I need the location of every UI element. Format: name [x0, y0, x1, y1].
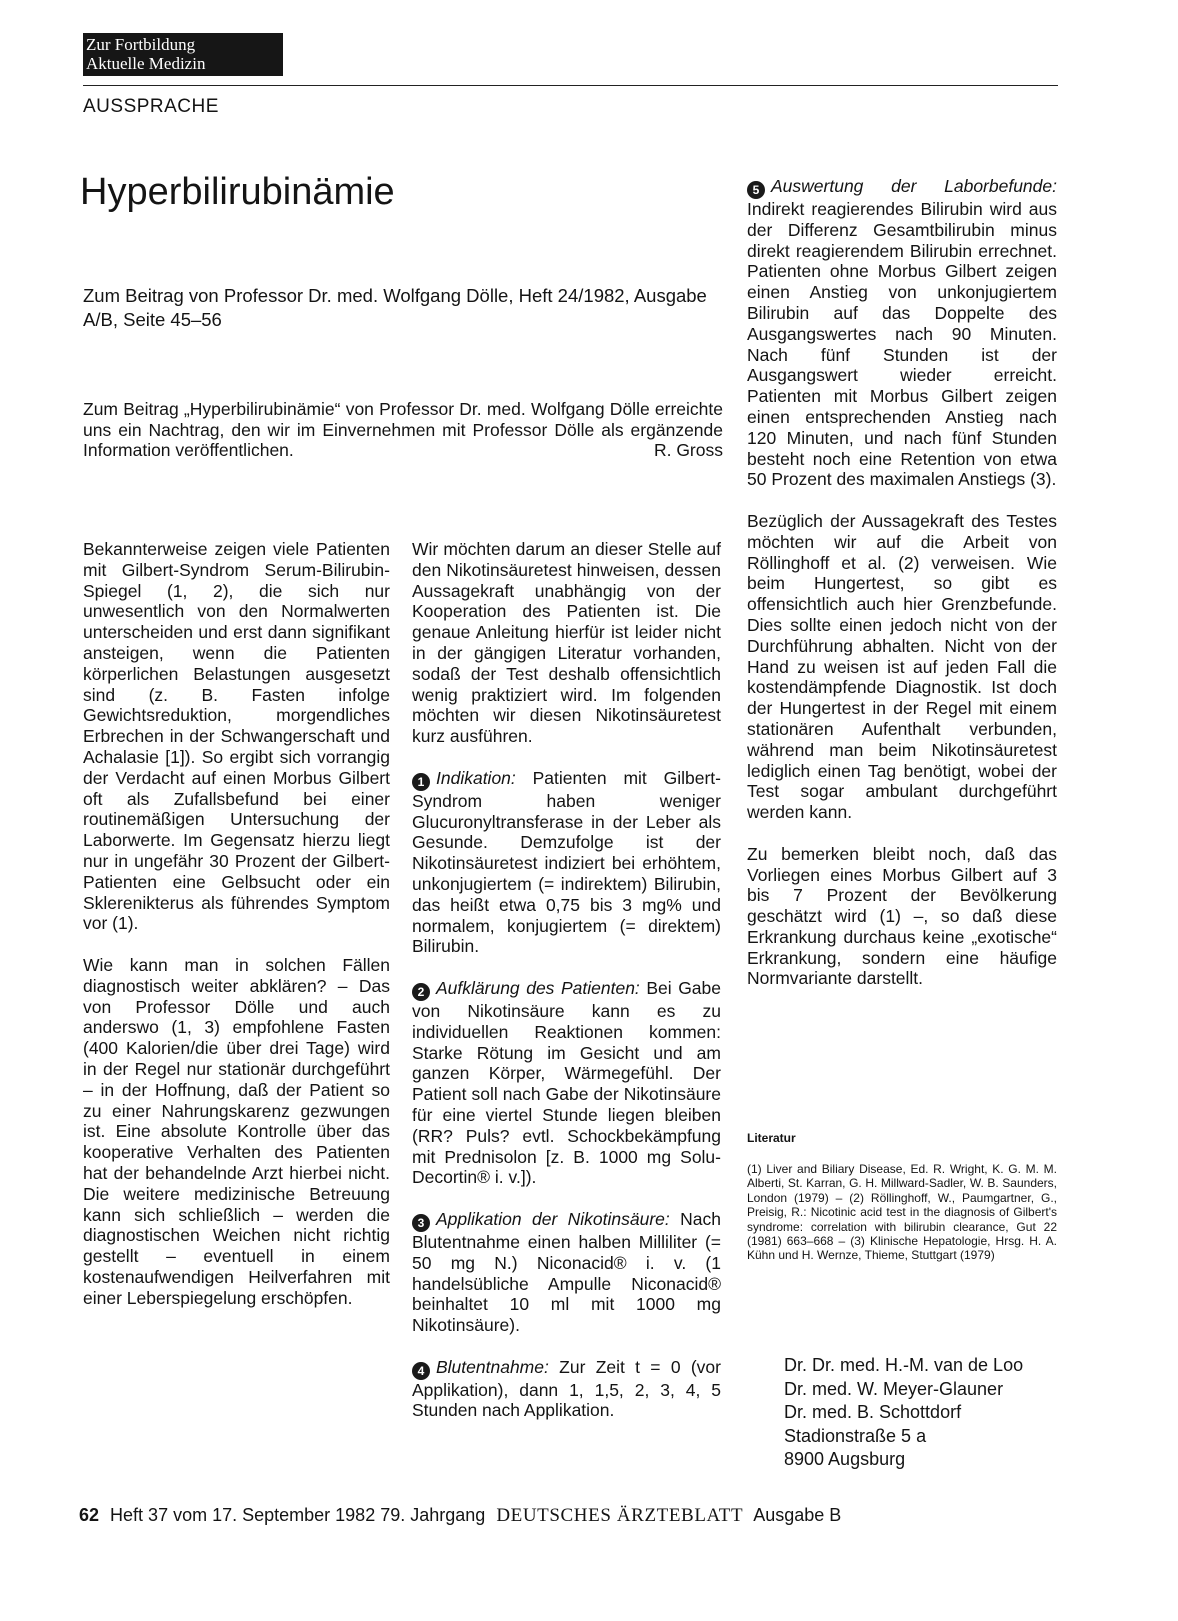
page-footer	[79, 1505, 841, 1527]
edition-label: Ausgabe B	[753, 1505, 842, 1525]
rubric-kicker: AUSSPRACHE	[83, 96, 219, 117]
section-label-line2: Aktuelle Medizin	[86, 54, 206, 73]
step-2-text: Bei Gabe von Nikotinsäure kann es zu individuellen Reaktionen kommen: Starke Rötung im Gesicht und am ganzen Körper, Wärmegefühl. Der Patient soll nach Gabe der Nikotinsäure für eine viertel Stunde liegen bleiben (RR? Puls? evtl. Schockbekämpfung mit Prednisolon [z. B. 1000 mg Solu-Decortin® i. v.]).	[412, 977, 721, 1188]
step-3-text: Nach Blutentnahme einen halben Milliliter (= 50 mg N.) Niconacid® i. v. (1 handelsübliche Ampulle Niconacid® beinhaltet 10 ml mit 1000 mg Nikotinsäure).	[412, 1208, 722, 1336]
section-label-line1: Zur Fortbildung	[86, 35, 196, 54]
article-subtitle: Zum Beitrag von Professor Dr. med. Wolfgang Dölle, Heft 24/1982, Ausgabe A/B, Seite 45–56	[83, 285, 707, 330]
address-street: Stadionstraße 5 a	[784, 1425, 927, 1446]
step-3-number-icon: 3	[412, 1214, 430, 1232]
paragraph-diagnostics: Wie kann man in solchen Fällen diagnostisch weiter abklären? – Das von Professor Dölle und auch anderswo (1, 3) empfohlene Fasten (400 Kalorien/die über drei Tage) wird in der Regel nur stationär durchgeführt – in der Hoffnung, daß der Patient so zu einer Nahrungskarenz gezwungen ist. Eine absolute Kontrolle über das kooperative Verhalten des Patienten hat der behandelnde Arzt hierbei nicht. Die weitere medizinische Betreuung kann sich schließlich – werden die diagnostischen Weichen nicht richtig gestellt – eventuell in einem kostenaufwendigen Heilverfahren mit einer Leberspiegelung erschöpfen.	[83, 954, 390, 1308]
author-line: Dr. med. B. Schottdorf	[784, 1402, 962, 1422]
text-column-2	[412, 539, 721, 1442]
page-number: 62	[79, 1505, 100, 1525]
literature-heading: Literatur	[747, 1131, 796, 1145]
paragraph-test-intro: Wir möchten darum an dieser Stelle auf den Nikotinsäuretest hinweisen, dessen Aussagekraft unabhängig von der Kooperation des Patienten ist. Die genaue Anleitung hierfür ist leider nicht in der gängigen Literatur vorhanden, sodaß der Test deshalb offensichtlich wenig praktiziert wird. Im folgenden möchten wir diesen Nikotinsäuretest kurz ausführen.	[412, 539, 721, 747]
header-rule	[83, 85, 1058, 86]
author-line: Dr. Dr. med. H.-M. van de Loo	[784, 1355, 1024, 1375]
step-2-label: Aufklärung des Patienten:	[436, 977, 640, 998]
step-1-label: Indikation:	[436, 767, 516, 788]
step-1	[412, 768, 721, 957]
issue-info: Heft 37 vom 17. September 1982 79. Jahrgang	[110, 1505, 486, 1525]
author-line: Dr. med. W. Meyer-Glauner	[784, 1378, 1004, 1399]
address-city: 8900 Augsburg	[784, 1449, 906, 1469]
step-5-text: Indirekt reagierendes Bilirubin wird aus der Differenz Gesamtbilirubin minus direkt reagierendem Bilirubin errechnet. Patienten ohne Morbus Gilbert zeigen einen Anstieg von unkonjugiertem Bilirubin auf das Doppelte des Ausgangswertes nach 90 Minuten. Nach fünf Stunden ist der Ausgangswert wieder erreicht. Patienten mit Morbus Gilbert zeigen einen entsprechenden Anstieg nach 120 Minuten, und nach fünf Stunden besteht noch eine Retention von etwa 50 Prozent des maximalen Anstiegs (3).	[747, 199, 1057, 490]
step-1-number-icon: 1	[412, 773, 430, 791]
text-column-3	[747, 176, 1057, 1010]
author-address	[784, 1354, 1023, 1472]
paragraph-validity: Bezüglich der Aussagekraft des Testes möchten wir auf die Arbeit von Röllinghoff et al. (2) verweisen. Wie beim Hungertest, so gibt es offensichtlich auch hier Grenzbefunde. Dies sollte einen jedoch nicht von der Durchführung abhalten. Nicht von der Hand zu weisen ist auf jeden Fall die kostendämpfende Diagnostik. Ist doch der Hungertest in der Regel mit einem stationären Aufenthalt verbunden, während man beim Nikotinsäuretest lediglich einen Tag benötigt, wobei der Test sogar ambulant durchgeführt werden kann.	[747, 510, 1057, 823]
step-3-label: Applikation der Nikotinsäure:	[436, 1208, 670, 1229]
paragraph-intro: Bekannterweise zeigen viele Patienten mit Gilbert-Syndrom Serum-Bilirubin-Spiegel (1, 2), die sich nur unwesentlich von den Normalwerten unterscheiden und erst dann signifikant ansteigen, wenn die Patienten körperlichen Belastungen ausgesetzt sind (z. B. Fasten infolge Gewichtsreduktion, morgendliches Erbrechen in der Schwangerschaft und Achalasie [1]). So ergibt sich vorrangig der Verdacht auf einen Morbus Gilbert oft als Zufallsbefund bei einer routinemäßigen Untersuchung der Laborwerte. Im Gegensatz hierzu liegt nur in ungefähr 30 Prozent der Gilbert-Patienten eine Gelbsucht oder ein Sklerenikterus als führendes Symptom vor (1).	[83, 539, 390, 934]
step-4-text: Zur Zeit t = 0 (vor Applikation), dann 1, 1,5, 2, 3, 4, 5 Stunden nach Applikation.	[412, 1356, 721, 1421]
editor-signature: R. Gross	[653, 440, 723, 460]
step-2	[412, 978, 721, 1188]
step-4-label: Blutentnahme:	[436, 1356, 549, 1377]
step-4-number-icon: 4	[412, 1362, 430, 1380]
step-5-label: Auswertung der Laborbefunde:	[771, 176, 1057, 196]
editor-note-text: Zum Beitrag „Hyperbilirubinämie“ von Professor Dr. med. Wolfgang Dölle erreichte uns ein Nachtrag, den wir im Einvernehmen mit Professor Dölle als ergänzende Information veröffentlichen.	[83, 399, 723, 460]
journal-name: DEUTSCHES ÄRZTEBLATT	[496, 1505, 744, 1526]
step-1-text: Patienten mit Gilbert-Syndrom haben weniger Glucuronyltransferase in der Leber als Gesunde. Demzufolge ist der Nikotinsäuretest indiziert bei erhöhtem, unkonjugiertem (= indirektem) Bilirubin, das heißt etwa 0,75 bis 3 mg% und normalem, konjugiertem (= direktem) Bilirubin.	[412, 767, 721, 957]
step-2-number-icon: 2	[412, 983, 430, 1001]
section-label-box	[83, 33, 283, 76]
editor-note	[83, 399, 723, 461]
step-4	[412, 1357, 721, 1422]
text-column-1	[83, 539, 390, 1329]
step-5	[747, 176, 1057, 490]
step-5-number-icon: 5	[747, 181, 765, 199]
literature-references: (1) Liver and Biliary Disease, Ed. R. Wright, K. G. M. M. Alberti, St. Karran, G. H. Millward-Sadler, W. B. Saunders, London (1979) – (2) Röllinghoff, W., Paumgartner, G., Preisig, R.: Nicotinic acid test in the diagnosis of Gilbert's syndrome: correlation with bilirubin clearance, Gut 22 (1981) 663–668 – (3) Klinische Hepatologie, Hrsg. H. A. Kühn und H. Wernze, Thieme, Stuttgart (1979)	[747, 1162, 1057, 1263]
article-title: Hyperbilirubinämie	[80, 171, 395, 213]
paragraph-conclusion: Zu bemerken bleibt noch, daß das Vorliegen eines Morbus Gilbert auf 3 bis 7 Prozent der Bevölkerung geschätzt wird (1) –, so daß diese Erkrankung durchaus keine „exotische“ Erkrankung, sondern eine häufige Normvariante darstellt.	[747, 843, 1057, 989]
step-3	[412, 1209, 721, 1336]
